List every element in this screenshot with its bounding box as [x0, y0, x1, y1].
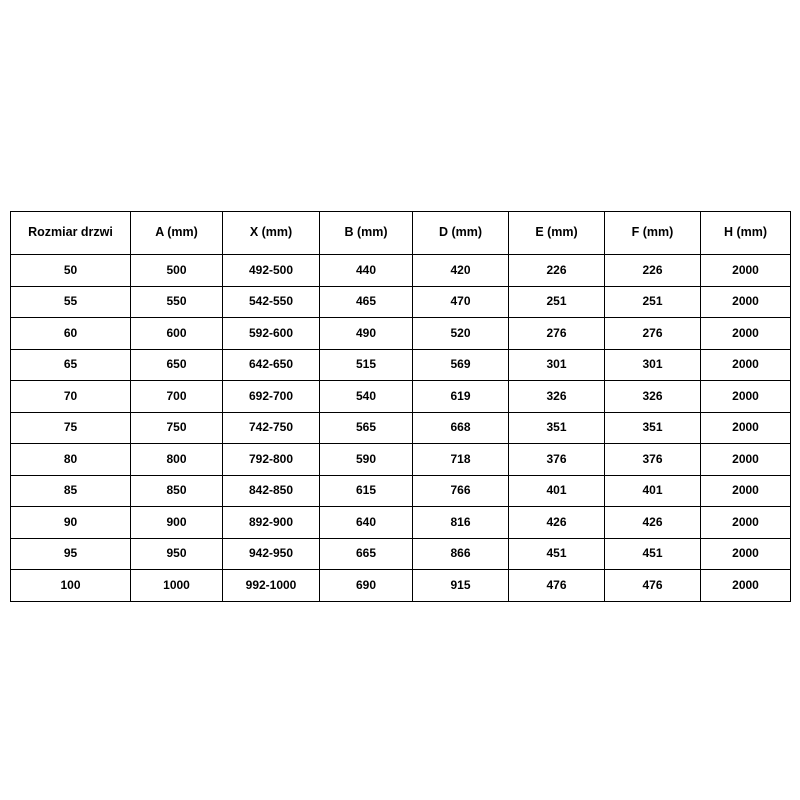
cell-x: 792-800: [223, 444, 320, 476]
table-row: [11, 349, 791, 381]
cell-h: 2000: [701, 444, 791, 476]
cell-a: 700: [131, 381, 223, 413]
cell-b: 515: [320, 349, 413, 381]
cell-a: 800: [131, 444, 223, 476]
size-table-container: [10, 211, 790, 602]
cell-f: 476: [605, 570, 701, 602]
column-header-a: A (mm): [131, 212, 223, 255]
column-header-e: E (mm): [509, 212, 605, 255]
cell-h: 2000: [701, 507, 791, 539]
cell-a: 950: [131, 538, 223, 570]
column-header-x: X (mm): [223, 212, 320, 255]
cell-e: 276: [509, 318, 605, 350]
cell-e: 326: [509, 381, 605, 413]
cell-door-size: 60: [11, 318, 131, 350]
cell-f: 451: [605, 538, 701, 570]
cell-a: 650: [131, 349, 223, 381]
cell-x: 892-900: [223, 507, 320, 539]
cell-door-size: 90: [11, 507, 131, 539]
cell-d: 569: [413, 349, 509, 381]
column-header-f: F (mm): [605, 212, 701, 255]
cell-h: 2000: [701, 475, 791, 507]
cell-b: 565: [320, 412, 413, 444]
cell-h: 2000: [701, 286, 791, 318]
table-row: [11, 444, 791, 476]
cell-b: 640: [320, 507, 413, 539]
cell-d: 420: [413, 255, 509, 287]
cell-e: 476: [509, 570, 605, 602]
cell-f: 301: [605, 349, 701, 381]
cell-f: 376: [605, 444, 701, 476]
cell-b: 465: [320, 286, 413, 318]
table-row: [11, 255, 791, 287]
cell-b: 665: [320, 538, 413, 570]
cell-x: 542-550: [223, 286, 320, 318]
cell-d: 866: [413, 538, 509, 570]
cell-door-size: 85: [11, 475, 131, 507]
cell-d: 816: [413, 507, 509, 539]
cell-a: 500: [131, 255, 223, 287]
cell-f: 226: [605, 255, 701, 287]
column-header-d: D (mm): [413, 212, 509, 255]
cell-b: 440: [320, 255, 413, 287]
cell-e: 401: [509, 475, 605, 507]
cell-f: 401: [605, 475, 701, 507]
cell-b: 590: [320, 444, 413, 476]
cell-f: 326: [605, 381, 701, 413]
cell-b: 690: [320, 570, 413, 602]
cell-f: 351: [605, 412, 701, 444]
cell-x: 742-750: [223, 412, 320, 444]
table-row: [11, 475, 791, 507]
cell-x: 492-500: [223, 255, 320, 287]
cell-door-size: 100: [11, 570, 131, 602]
cell-e: 301: [509, 349, 605, 381]
table-row: [11, 507, 791, 539]
cell-b: 540: [320, 381, 413, 413]
cell-d: 766: [413, 475, 509, 507]
cell-b: 615: [320, 475, 413, 507]
table-row: [11, 570, 791, 602]
cell-f: 276: [605, 318, 701, 350]
cell-d: 668: [413, 412, 509, 444]
cell-h: 2000: [701, 381, 791, 413]
cell-d: 470: [413, 286, 509, 318]
cell-d: 619: [413, 381, 509, 413]
cell-e: 251: [509, 286, 605, 318]
cell-e: 451: [509, 538, 605, 570]
cell-door-size: 70: [11, 381, 131, 413]
table-header-row: [11, 212, 791, 255]
cell-door-size: 50: [11, 255, 131, 287]
table-row: [11, 318, 791, 350]
cell-f: 426: [605, 507, 701, 539]
table-row: [11, 538, 791, 570]
door-size-table: [10, 211, 791, 602]
cell-x: 942-950: [223, 538, 320, 570]
cell-e: 351: [509, 412, 605, 444]
cell-a: 900: [131, 507, 223, 539]
cell-d: 718: [413, 444, 509, 476]
cell-x: 842-850: [223, 475, 320, 507]
cell-h: 2000: [701, 570, 791, 602]
cell-a: 600: [131, 318, 223, 350]
cell-h: 2000: [701, 318, 791, 350]
cell-a: 750: [131, 412, 223, 444]
column-header-h: H (mm): [701, 212, 791, 255]
cell-x: 692-700: [223, 381, 320, 413]
cell-a: 550: [131, 286, 223, 318]
column-header-door-size: Rozmiar drzwi: [11, 212, 131, 255]
cell-a: 850: [131, 475, 223, 507]
cell-door-size: 55: [11, 286, 131, 318]
cell-x: 992-1000: [223, 570, 320, 602]
table-row: [11, 381, 791, 413]
column-header-b: B (mm): [320, 212, 413, 255]
cell-e: 376: [509, 444, 605, 476]
cell-d: 915: [413, 570, 509, 602]
table-body: [11, 255, 791, 602]
cell-d: 520: [413, 318, 509, 350]
cell-door-size: 65: [11, 349, 131, 381]
cell-h: 2000: [701, 412, 791, 444]
cell-h: 2000: [701, 255, 791, 287]
cell-door-size: 75: [11, 412, 131, 444]
cell-x: 592-600: [223, 318, 320, 350]
cell-a: 1000: [131, 570, 223, 602]
table-row: [11, 412, 791, 444]
table-header: [11, 212, 791, 255]
cell-h: 2000: [701, 349, 791, 381]
cell-f: 251: [605, 286, 701, 318]
cell-b: 490: [320, 318, 413, 350]
cell-h: 2000: [701, 538, 791, 570]
cell-e: 426: [509, 507, 605, 539]
cell-door-size: 80: [11, 444, 131, 476]
table-row: [11, 286, 791, 318]
cell-x: 642-650: [223, 349, 320, 381]
cell-e: 226: [509, 255, 605, 287]
cell-door-size: 95: [11, 538, 131, 570]
